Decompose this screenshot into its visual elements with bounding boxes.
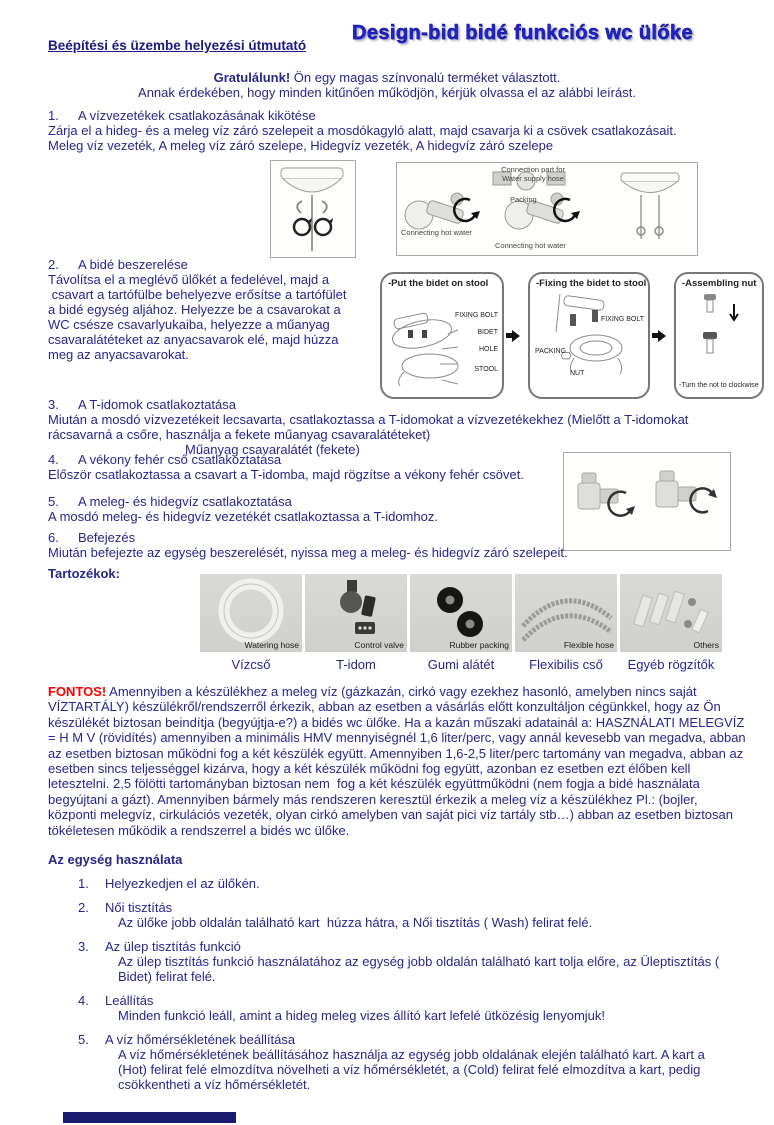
label-connecting-hot-water-right: Connecting hot water <box>495 241 566 250</box>
section-5-title: 5. A meleg- és hidegvíz csatlakoztatása <box>48 494 292 509</box>
install-panel-3: -Assembling nut -Turn the not to clockwise <box>674 272 764 399</box>
section-2-title: 2. A bidé beszerelése <box>48 257 188 272</box>
black-washer-note: Műanyag csavaralátét (fekete) <box>185 442 360 457</box>
accessory-watering-hose: Watering hose Vízcső <box>200 574 302 672</box>
section-6 <box>48 530 753 560</box>
accessory-rubber-packing: Rubber packing Gumi alátét <box>410 574 512 672</box>
label-packing: Packing <box>510 195 537 204</box>
section-4-title: 4. A vékony fehér cső csatlakoztatása <box>48 452 282 467</box>
assembling-nut-sketch-icon <box>676 290 758 380</box>
accessory-flexible-hose: Flexible hose Flexibilis cső <box>515 574 617 672</box>
figure-sink-box <box>270 160 356 258</box>
usage-heading: Az egység használata <box>48 852 183 867</box>
section-1-title: 1. A vízvezetékek csatlakozásának kikötése <box>48 108 316 123</box>
section-5 <box>48 494 560 524</box>
section-2-body: Távolítsa el a meglévő ülőkét a fedelével, majd a csavart a tartófülbe behelyezve erősítse a tartófület a bidé egység aljához. Helyezze be a csavarokat a WC csésze csavarlyukaiba, helyezze a műanyag csavaralátéteket az anyacsavarok elé, majd húzza meg az anyacsavarokat. <box>48 272 347 362</box>
intro-line-2: Annak érdekében, hogy minden kitűnően működjön, kérjük olvassa el az alábbi leírást. <box>138 85 636 100</box>
usage-list <box>78 876 740 1101</box>
section-4-body: Először csatlakoztassa a csavart a T-idomba, majd rögzítse a vékony fehér csövet. <box>48 467 524 482</box>
usage-item-2: 2. Női tisztítás Az ülőke jobb oldalán található kart húzza hátra, a Női tisztítás ( Wash) felirat felé. <box>78 900 593 930</box>
accessory-photo: Rubber packing <box>410 574 512 652</box>
sink-sketch-icon <box>271 161 353 255</box>
arrow-right-icon <box>652 330 672 342</box>
usage-item-3: 3. Az ülep tisztítás funkció Az ülep tisztítás funkció használatához az egység jobb oldalán található kart tolja előre, az Üleptisztítás ( Bidet) felirat felé. <box>78 939 723 984</box>
section-3 <box>48 397 751 457</box>
important-text: Amennyiben a készülékhez a meleg víz (gázkazán, cirkó vagy ezekhez hasonló, amelyben nincs saját VÍZTARTÁLY) készülékről/rendszerről érkezik, abban az esetben a vásárlás előtt konzultáljon cégünkkel, hogy az Ön készülékét biztosan beindítja (begyújtja-e?) a bidés wc ülőke. Ha a kazán műszaki adatainál a: HASZNÁLATI MELEGVÍZ = H M V (rövidítés) amennyiben a minimális HMV mennyiségnél 1,6 liter/perc, vagy annál kevesebb van megadva, abban az esetben biztosan működni fog a két készülék együtt. Amennyiben 1,6-2,5 liter/perc tartomány van megadva, abban az esetben sincs teljességgel kizárva, hogy a két készülék működni fog együtt, azonban ez esetben ezt élőben kell letesztelni. 2,5 fölötti tartományban biztosan nem fog a két készülék együttműködni (nem fogja a bidé használata begyújtani a gázt). Amennyiben bármely más rendszeren keresztül érkezik a meleg víz a készülékhez Pl.: (bojler, központi melegvíz, cirkulációs vezeték, olyan cirkó amelyben van saját pici víz tartály stb…) abban az esetben biztosan tökéletesen működik a rendszerrel a bidés wc ülőke. <box>48 684 750 838</box>
important-label: FONTOS! <box>48 684 107 699</box>
product-title: Design-bid bidé funkciós wc ülőke <box>352 22 694 44</box>
intro-line-1: Gratulálunk! Ön egy magas színvonalú terméket választott. <box>213 70 561 85</box>
accessory-photo: Watering hose <box>200 574 302 652</box>
usage-item-4: 4. Leállítás Minden funkció leáll, amint a hideg meleg vizes állító kart lefelé ütközésig lenyomjuk! <box>78 993 606 1023</box>
accessory-photo: Flexible hose <box>515 574 617 652</box>
section-6-title: 6. Befejezés <box>48 530 136 545</box>
section-1 <box>48 108 753 153</box>
bidet-on-stool-sketch-icon <box>382 294 498 394</box>
fixing-bidet-sketch-icon <box>530 292 644 392</box>
section-1-body: Zárja el a hideg- és a meleg víz záró szelepeit a mosdókagyló alatt, majd csavarja ki a csövek csatlakozásait. Meleg víz vezeték, A meleg víz záró szelepe, Hidegvíz vezeték, A hidegvíz záró szelepe <box>48 123 677 153</box>
usage-item-1: 1. Helyezkedjen el az ülőkén. <box>78 876 260 891</box>
manual-title: Beépítési és üzembe helyezési útmutató <box>48 38 307 53</box>
accessory-others: Others Egyéb rögzítők <box>620 574 722 672</box>
section-6-body: Miután befejezte az egység beszerelését, nyissa meg a meleg- és hidegvíz záró szelepeit. <box>48 545 568 560</box>
section-3-title: 3. A T-idomok csatlakoztatása <box>48 397 237 412</box>
section-5-body: A mosdó meleg- és hidegvíz vezetékét csatlakoztassa a T-idomhoz. <box>48 509 438 524</box>
install-panel-2: -Fixing the bidet to stool FIXING BOLT PACKING NUT <box>528 272 650 399</box>
redacted-footer-bar <box>63 1112 236 1123</box>
accessories-heading: Tartozékok: <box>48 566 120 581</box>
accessory-control-valve: Control valve T-idom <box>305 574 407 672</box>
accessory-photo: Others <box>620 574 722 652</box>
figure-install-steps <box>380 272 759 399</box>
accessory-photo: Control valve <box>305 574 407 652</box>
section-4 <box>48 452 560 482</box>
label-connecting-hot-water-left: Connecting hot water <box>401 228 472 237</box>
label-connection-part: Connection part for Water supply hose <box>501 165 565 183</box>
accessories-row <box>200 574 722 672</box>
arrow-right-icon <box>506 330 526 342</box>
usage-item-5: 5. A víz hőmérsékletének beállítása A víz hőmérsékletének beállításához használja az egység jobb oldalának elején található kart. A kart a (Hot) felirat felé elmozdítva növelheti a víz hőmérsékletét, a (Cold) felirat felé elmozdítva a kart, pedig csökkentheti a víz hőmérsékletét. <box>78 1032 713 1092</box>
intro-paragraph <box>27 70 747 100</box>
install-panel-1: -Put the bidet on stool FIXING BOLT BIDET HOLE STOOL <box>380 272 504 399</box>
important-notice <box>48 684 749 838</box>
section-3-body: Miután a mosdó vízvezetékeit lecsavarta, csatlakoztassa a T-idomokat a vízvezetékekhez (Mielőtt a T-idomokat rácsavarná a csőre, használja a fekete műanyag csavaralátéteket) Műanyag csavaralátét (fekete) <box>48 412 751 457</box>
section-2 <box>48 257 408 362</box>
congrats-word: Gratulálunk! <box>213 70 291 85</box>
figure-valve-box <box>396 162 698 256</box>
